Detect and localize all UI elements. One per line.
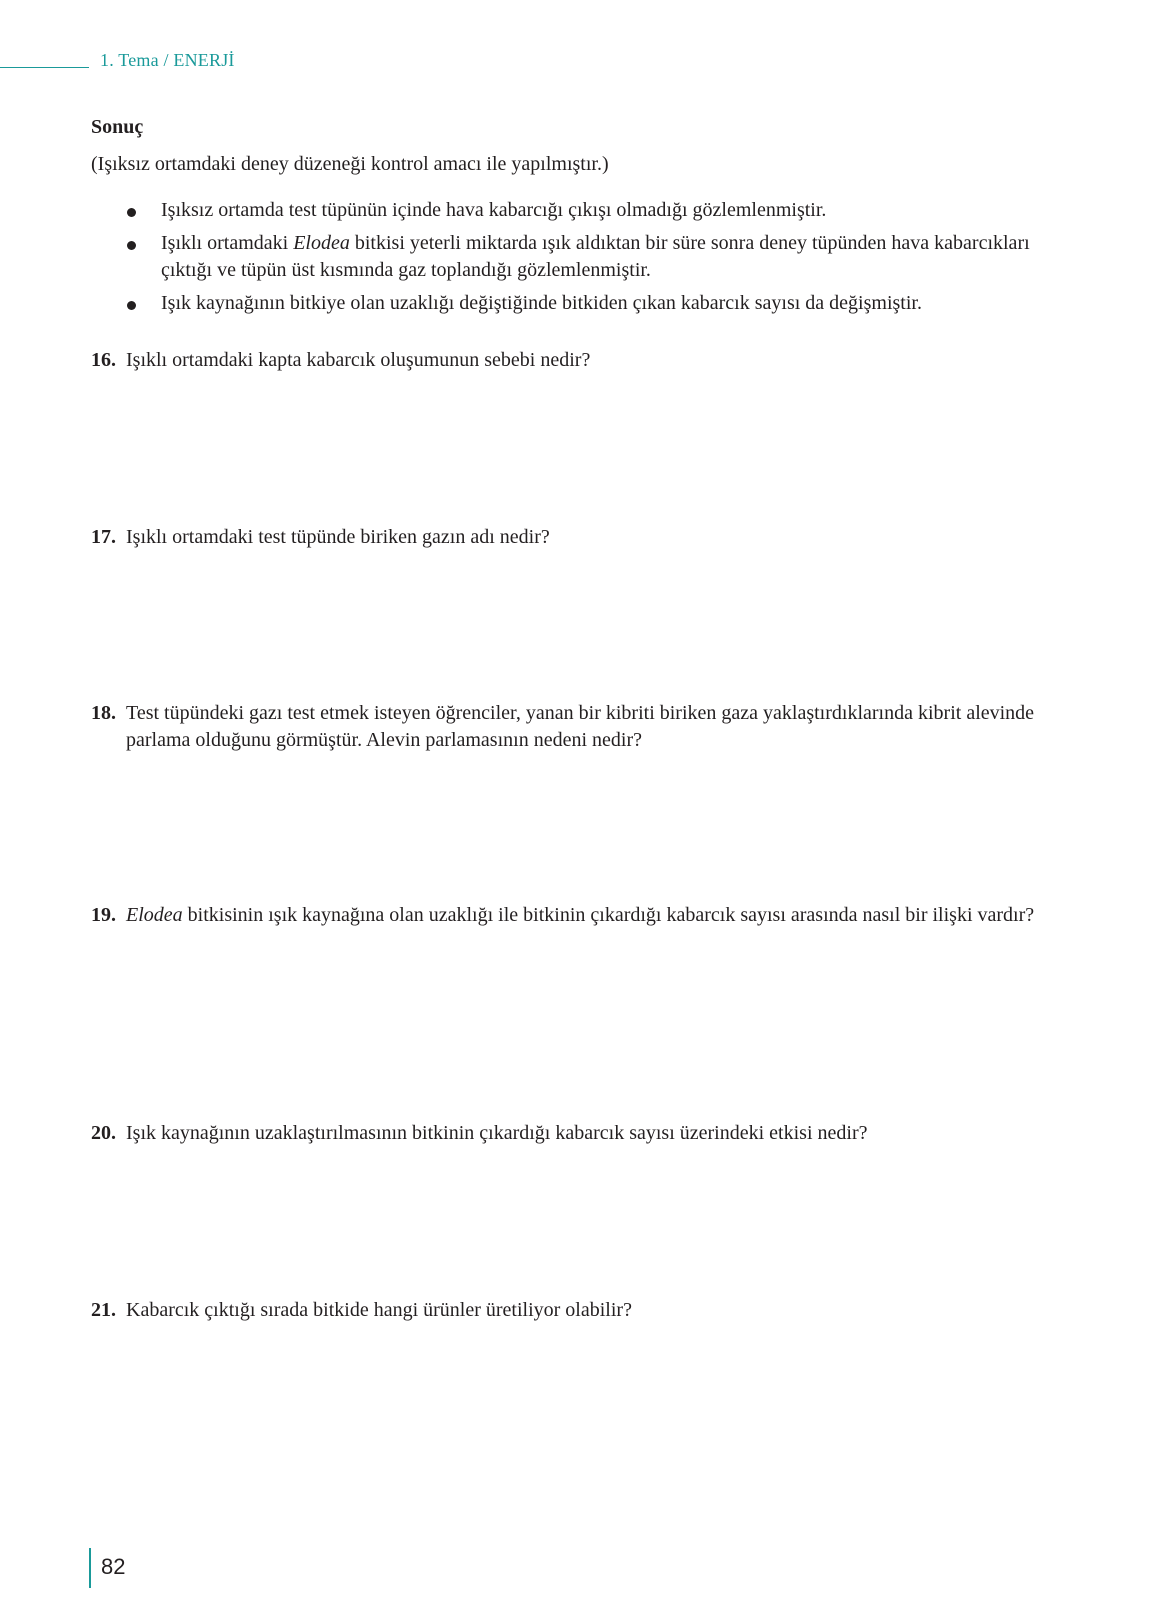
header-rule (0, 67, 89, 68)
header-title: 1. Tema / ENERJİ (100, 50, 235, 70)
question-text: bitkisinin ışık kaynağına olan uzaklığı ile bitkinin çıkardığı kabarcık sayısı arasında nasıl bir ilişki vardır? (182, 904, 1035, 926)
question-number: 21. (91, 1299, 116, 1321)
question-text: Işıklı ortamdaki kapta kabarcık oluşumunun sebebi nedir? (126, 349, 591, 371)
section-note: (Işıksız ortamdaki deney düzeneği kontrol amacı ile yapılmıştır.) (91, 153, 609, 175)
question-19 (91, 902, 1066, 929)
bullet-item (127, 230, 1037, 284)
bullet-dot-icon (127, 208, 136, 217)
bullet-text: Işık kaynağının bitkiye olan uzaklığı değiştiğinde bitkiden çıkan kabarcık sayısı da değişmiştir. (161, 292, 922, 314)
question-text: Işık kaynağının uzaklaştırılmasının bitkinin çıkardığı kabarcık sayısı üzerindeki etkisi nedir? (126, 1122, 868, 1144)
question-18 (91, 700, 1066, 754)
question-number: 18. (91, 702, 116, 724)
question-text: Işıklı ortamdaki test tüpünde biriken gazın adı nedir? (126, 526, 550, 548)
section-heading: Sonuç (91, 116, 144, 138)
bullet-text-after: bitkisi yeterli miktarda ışık aldıktan bir süre sonra deney tüpünden hava kabarcıkları çıktığı ve tüpün üst kısmında gaz toplandığı gözlemlenmiştir. (161, 232, 1030, 281)
species-name: Elodea (293, 232, 350, 254)
question-text: Test tüpündeki gazı test etmek isteyen öğrenciler, yanan bir kibriti biriken gaza yaklaştırdıklarında kibrit alevinde parlama olduğunu görmüştür. Alevin parlamasının nedeni nedir? (126, 702, 1035, 751)
result-bullet-list (127, 197, 1037, 323)
bullet-text-before: Işıklı ortamdaki (161, 232, 294, 254)
bullet-dot-icon (127, 301, 136, 310)
bullet-item (127, 197, 1037, 224)
bullet-text: Işıksız ortamda test tüpünün içinde hava kabarcığı çıkışı olmadığı gözlemlenmiştir. (161, 199, 827, 221)
question-number: 17. (91, 526, 116, 548)
question-number: 16. (91, 349, 116, 371)
page-number: 82 (101, 1554, 126, 1579)
question-17 (91, 524, 1066, 551)
question-21 (91, 1297, 1066, 1324)
bullet-item (127, 290, 1037, 317)
species-name: Elodea (126, 904, 183, 926)
question-text: Kabarcık çıktığı sırada bitkide hangi ürünler üretiliyor olabilir? (126, 1299, 632, 1321)
question-number: 20. (91, 1122, 116, 1144)
question-16 (91, 347, 1066, 374)
question-number: 19. (91, 904, 116, 926)
bullet-dot-icon (127, 241, 136, 250)
question-20 (91, 1120, 1066, 1147)
page-number-rule (89, 1548, 91, 1588)
